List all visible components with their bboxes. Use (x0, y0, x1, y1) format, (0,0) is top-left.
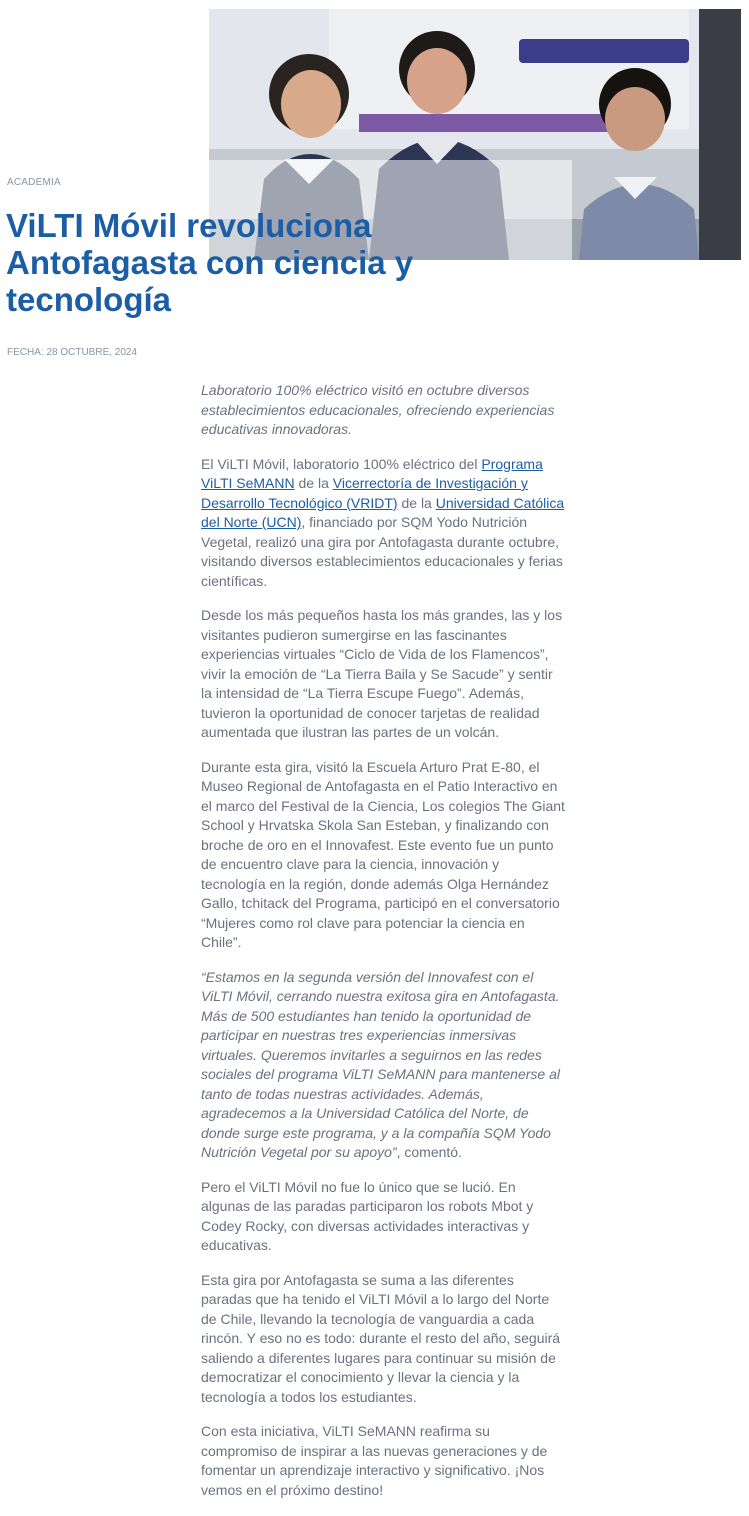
link-programa-vilti-semann[interactable]: Programa ViLTI SeMANN (201, 455, 543, 491)
article-paragraph (201, 455, 567, 592)
article-body (201, 381, 567, 1515)
article-quote (201, 968, 567, 1163)
article-paragraph: Con esta iniciativa, ViLTI SeMANN reafirma su compromiso de inspirar a las nuevas generaciones y de fomentar un aprendizaje interactivo y significativo. ¡Nos vemos en el próximo destino! (201, 1423, 548, 1498)
article-lead: Laboratorio 100% eléctrico visitó en octubre diversos establecimientos educacionales, ofreciendo experiencias educativas innovadoras. (201, 382, 555, 437)
paragraph-text: , financiado por SQM Yodo Nutrición Vegetal, realizó una gira por Antofagasta durante octubre, visitando diversos establecimientos educacionales y ferias científicas. (201, 514, 563, 589)
article-paragraph: Esta gira por Antofagasta se suma a las diferentes paradas que ha tenido el ViLTI Móvil a lo largo del Norte de Chile, llevando la tecnología de vanguardia a cada rincón. Y eso no es todo: durante el resto del año, seguirá saliendo a diferentes lugares para continuar su misión de democratizar el conocimiento y llevar la ciencia y la tecnología a todos los estudiantes. (201, 1271, 561, 1405)
paragraph-text: de la (397, 494, 436, 511)
article-date: FECHA: 28 OCTUBRE, 2024 (7, 347, 138, 358)
quote-attribution: , comentó. (396, 1144, 462, 1160)
article-paragraph: Pero el ViLTI Móvil no fue lo único que se lució. En algunas de las paradas participaron los robots Mbot y Codey Rocky, con diversas actividades interactivas y educativas. (201, 1178, 534, 1253)
link-ucn[interactable]: Universidad Católica del Norte (UCN) (201, 494, 565, 530)
paragraph-text: El ViLTI Móvil, laboratorio 100% eléctrico del (201, 455, 482, 472)
article-paragraph: Durante esta gira, visitó la Escuela Arturo Prat E-80, el Museo Regional de Antofagasta en el Patio Interactivo en el marco del Festival de la Ciencia, Los colegios The Giant School y Hrvatska Skola San Esteban, y finalizando con broche de oro en el Innovafest. Este evento fue un punto de encuentro clave para la ciencia, innovación y tecnología en la región, donde además Olga Hernández Gallo, tchitack del Programa, participó en el conversatorio “Mujeres como rol clave para potenciar la ciencia en Chile”. (201, 758, 565, 950)
quote-text: “Estamos en la segunda versión del Innovafest con el ViLTI Móvil, cerrando nuestra exitosa gira en Antofagasta. Más de 500 estudiantes han tenido la oportunidad de participar en nuestras tres experiencias inmersivas virtuales. Queremos invitarles a seguirnos en las redes sociales del programa ViLTI SeMANN para mantenerse al tanto de todas nuestras actividades. Además, agradecemos a la Universidad Católica del Norte, de donde surge este programa, y a la compañía SQM Yodo Nutrición Vegetal por su apoyo” (201, 968, 560, 1160)
article-title: ViLTI Móvil revoluciona Antofagasta con ciencia y tecnología (6, 207, 414, 318)
link-vridt[interactable]: Vicerrectoría de Investigación y Desarrollo Tecnológico (VRIDT) (201, 475, 528, 511)
category-label[interactable]: ACADEMIA (7, 177, 61, 188)
paragraph-text: de la (294, 475, 333, 491)
article-paragraph: Desde los más pequeños hasta los más grandes, las y los visitantes pudieron sumergirse en las fascinantes experiencias virtuales “Ciclo de Vida de los Flamencos”, vivir la emoción de “La Tierra Baila y Se Sacude” y sentir la intensidad de “La Tierra Escupe Fuego”. Además, tuvieron la oportunidad de conocer tarjetas de realidad aumentada que ilustran las partes de un volcán. (201, 607, 563, 740)
